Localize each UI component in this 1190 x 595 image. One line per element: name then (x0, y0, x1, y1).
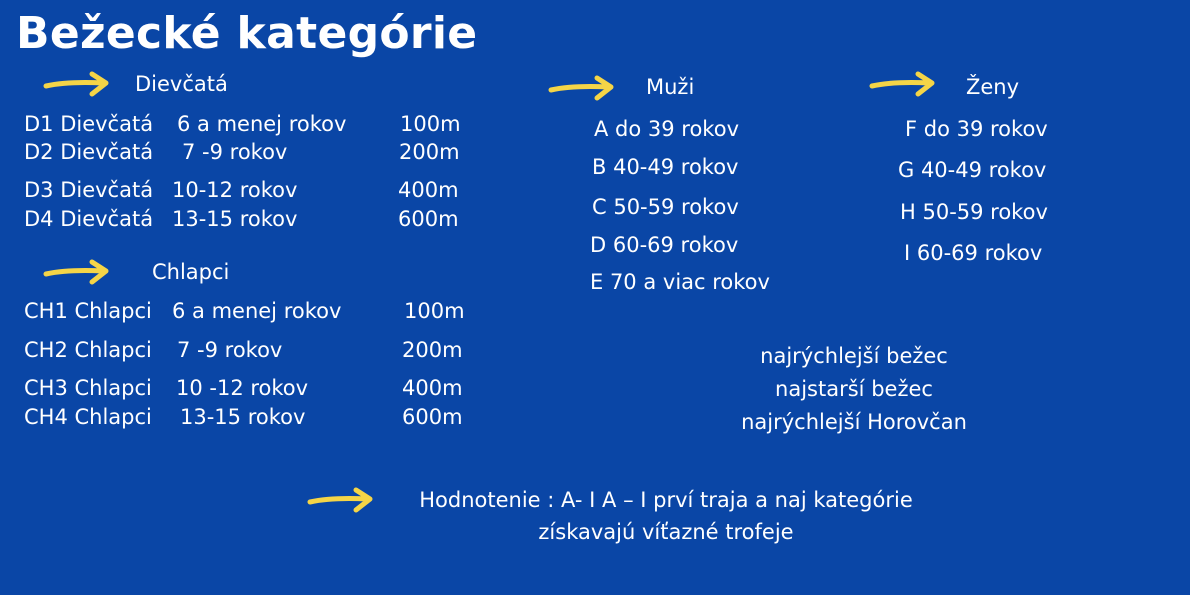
men-category: D 60-69 rokov (590, 233, 739, 257)
girls-distance: 200m (399, 140, 460, 164)
boys-code: CH1 Chlapci (24, 299, 152, 323)
boys-age: 10 -12 rokov (176, 376, 309, 400)
girls-code: D1 Dievčatá (24, 112, 154, 136)
boys-age: 6 a menej rokov (172, 299, 342, 323)
men-category: B 40-49 rokov (592, 155, 739, 179)
boys-distance: 600m (402, 405, 463, 429)
boys-age: 7 -9 rokov (177, 338, 283, 362)
women-heading: Ženy (966, 75, 1020, 99)
girls-distance: 400m (398, 178, 459, 202)
girls-heading: Dievčatá (135, 72, 228, 96)
men-category: A do 39 rokov (594, 117, 740, 141)
arrow-icon (308, 486, 374, 516)
women-category: F do 39 rokov (905, 117, 1048, 141)
girls-age: 7 -9 rokov (182, 140, 288, 164)
girls-code: D3 Dievčatá (24, 178, 154, 202)
arrow-icon (44, 70, 110, 100)
boys-distance: 200m (402, 338, 463, 362)
arrow-icon (44, 258, 110, 288)
boys-code: CH2 Chlapci (24, 338, 152, 362)
evaluation-line: získavajú víťazné trofeje (538, 520, 794, 544)
women-category: H 50-59 rokov (900, 200, 1048, 224)
men-heading: Muži (646, 75, 695, 99)
girls-age: 6 a menej rokov (177, 112, 347, 136)
arrow-icon (870, 70, 936, 100)
boys-code: CH4 Chlapci (24, 405, 152, 429)
girls-distance: 600m (398, 207, 459, 231)
men-category: C 50-59 rokov (592, 195, 739, 219)
arrow-icon (549, 74, 615, 104)
girls-age: 13-15 rokov (172, 207, 298, 231)
girls-code: D4 Dievčatá (24, 207, 154, 231)
boys-distance: 400m (402, 376, 463, 400)
boys-heading: Chlapci (152, 260, 230, 284)
special-award: najrýchlejší bežec (760, 344, 948, 368)
special-award: najrýchlejší Horovčan (741, 410, 967, 434)
boys-code: CH3 Chlapci (24, 376, 152, 400)
women-category: I 60-69 rokov (904, 241, 1043, 265)
girls-code: D2 Dievčatá (24, 140, 154, 164)
girls-distance: 100m (400, 112, 461, 136)
special-award: najstarší bežec (775, 377, 933, 401)
women-category: G 40-49 rokov (898, 158, 1047, 182)
page-title: Bežecké kategórie (16, 8, 478, 59)
girls-age: 10-12 rokov (172, 178, 298, 202)
boys-age: 13-15 rokov (180, 405, 306, 429)
boys-distance: 100m (404, 299, 465, 323)
evaluation-line: Hodnotenie : A- I A – I prví traja a naj kategórie (419, 488, 913, 512)
men-category: E 70 a viac rokov (590, 270, 770, 294)
